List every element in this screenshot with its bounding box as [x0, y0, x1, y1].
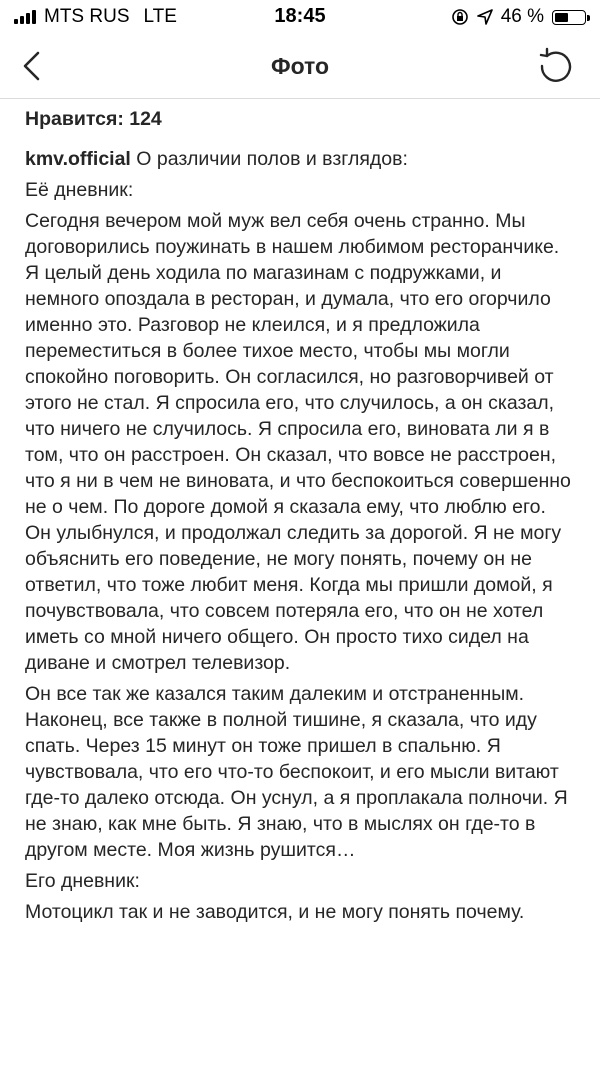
refresh-icon[interactable] [536, 46, 576, 86]
caption-paragraph: Его дневник: [25, 870, 140, 892]
status-right [451, 6, 586, 28]
carrier-name: MTS RUS [44, 6, 130, 27]
orientation-lock-icon [451, 8, 469, 26]
likes-count[interactable]: Нравится: 124 [25, 108, 162, 130]
caption-paragraph: Он все так же казался таким далеким и отстраненным. Наконец, все также в полной тишине, я сказала, что иду спать. Через 15 минут он тоже пришел в спальню. Я чувствовала, что его что-то беспокоит, и его мысли витают где-то далеко отсюда. Он уснул, а я проплакала полночи. Я не знаю, как мне быть. Я знаю, что в мыслях он где-то в другом месте. Моя жизнь рушится… [25, 683, 568, 861]
battery-percent: 46 % [500, 6, 544, 27]
caption-first-line [25, 146, 575, 172]
caption-intro: О различии полов и взглядов: [130, 148, 408, 170]
network-type: LTE [143, 6, 177, 27]
caption [25, 146, 575, 925]
caption-paragraph: Сегодня вечером мой муж вел себя очень странно. Мы договорились поужинать в нашем любимом ресторанчике. Я целый день ходила по магазинам с подружками, и немного опоздала в ресторан, и думала, что его огорчило именно это. Разговор не клеился, и я предложила переместиться в более тихое место, чтобы мы могли спокойно поговорить. Он согласился, но разговорчивей от этого не стал. Я спросила его, что случилось, а он сказал, что ничего не случилось. Я спросила его, виновата ли я в том, что он расстроен. Он сказал, что вовсе не расстроен, что я ни в чем не виновата, и что беспокоиться совершенно не о чем. По дороге домой я сказала ему, что люблю его. Он улыбнулся, и продолжал следить за дорогой. Я не могу объяснить его поведение, не могу понять, почему он не ответил, что тоже любит меня. Когда мы пришли домой, я почувствовала, что совсем потеряла его, что он не хотел иметь со мной ничего общего. Он просто тихо сидел на диване и смотрел телевизор. [25, 210, 571, 674]
battery-icon [552, 10, 586, 25]
nav-bar [0, 34, 600, 99]
caption-paragraph: Её дневник: [25, 179, 134, 201]
caption-paragraph: Мотоцикл так и не заводится, и не могу понять почему. [25, 901, 525, 923]
post-content [25, 106, 575, 930]
status-time: 18:45 [274, 5, 326, 27]
page-title: Фото [270, 53, 330, 79]
location-icon [477, 9, 493, 25]
status-bar [0, 0, 600, 34]
battery-level [555, 13, 568, 22]
username-link[interactable]: kmv.official [25, 148, 131, 170]
